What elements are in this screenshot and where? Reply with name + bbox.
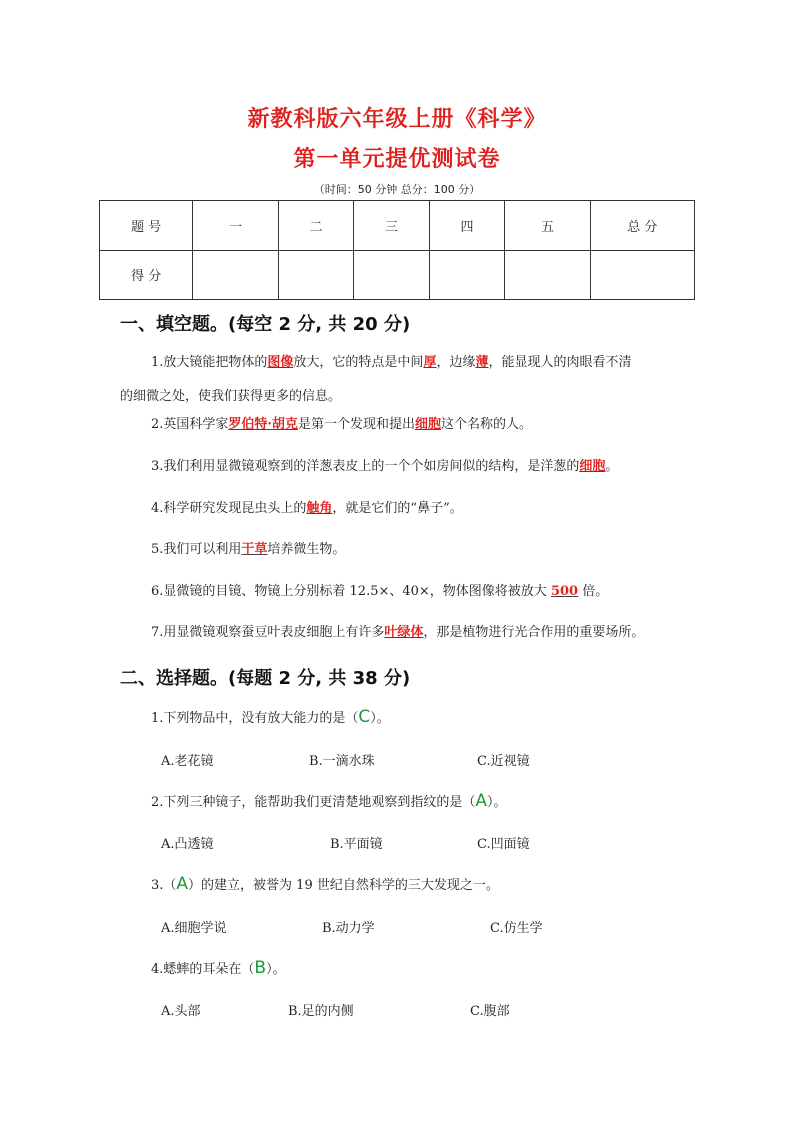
option-b: B.动力学 — [322, 921, 375, 936]
option-a: A.头部 — [161, 1004, 201, 1019]
option-c: C.仿生学 — [490, 921, 543, 936]
choice-answer: A — [475, 791, 488, 811]
q-text: ，就是它们的“鼻子”。 — [332, 501, 463, 516]
q-text: ）。 — [266, 962, 286, 977]
q-text: 这个名称的人。 — [440, 417, 532, 432]
option-c: C.近视镜 — [477, 754, 530, 769]
q-text: ）。 — [487, 795, 507, 810]
choice-question-3 — [151, 870, 499, 900]
q-text: 7.用显微镜观察蚕豆叶表皮细胞上有许多 — [151, 625, 385, 640]
option-b: B.一滴水珠 — [309, 754, 375, 769]
answer: 触角 — [306, 501, 333, 516]
answer: 500 — [550, 584, 579, 599]
score-input-cell[interactable] — [590, 250, 694, 300]
answer: 图像 — [267, 355, 294, 370]
q-text: 6.显微镜的目镜、物镜上分别标着 12.5×、40×，物体图像将被放大 — [151, 584, 551, 599]
section-1-title: 一、填空题。 — [120, 314, 228, 335]
fill-question-1-line-2: 的细微之处，使我们获得更多的信息。 — [120, 389, 342, 404]
section-1-heading — [120, 310, 410, 336]
choice-question-2 — [151, 787, 507, 817]
option-c: C.腹部 — [470, 1004, 510, 1019]
section-1-note: (每空 2 分, 共 20 分) — [228, 314, 411, 335]
option-a: A.细胞学说 — [161, 921, 227, 936]
q-text: ）的建立，被誉为 19 世纪自然科学的三大发现之一。 — [188, 878, 499, 893]
exam-time-info: （时间：50 分钟 总分：100 分） — [313, 183, 481, 196]
q-text: 1.下列物品中，没有放大能力的是（ — [151, 711, 359, 726]
score-input-cell[interactable] — [354, 250, 430, 300]
choice-answer: C — [358, 707, 371, 727]
option-c: C.凹面镜 — [477, 837, 530, 852]
q-text: 放大，它的特点是中间 — [293, 355, 424, 370]
q-text: 4.科学研究发现昆虫头上的 — [151, 501, 307, 516]
q-text: 。 — [605, 459, 619, 474]
score-table — [99, 200, 695, 300]
score-label-cell: 得 分 — [100, 250, 193, 300]
fill-question-4 — [151, 494, 463, 523]
fill-question-1 — [151, 348, 632, 377]
q-text: ）。 — [370, 711, 390, 726]
section-2-heading — [120, 664, 410, 690]
header-cell: 三 — [354, 201, 430, 251]
answer: 叶绿体 — [384, 625, 424, 640]
q-text: 1.放大镜能把物体的 — [151, 355, 268, 370]
q-text: ，边缘 — [436, 355, 476, 370]
choice-question-4 — [151, 954, 286, 984]
q-text: 倍。 — [578, 584, 609, 599]
option-b: B.足的内侧 — [288, 1004, 354, 1019]
fill-question-5 — [151, 535, 345, 564]
score-input-cell[interactable] — [505, 250, 590, 300]
section-2-title: 二、选择题。 — [120, 668, 228, 689]
q-text: 4.蟋蟀的耳朵在（ — [151, 962, 255, 977]
q-text: 2.英国科学家 — [151, 417, 229, 432]
fill-question-3 — [151, 452, 618, 481]
answer: 干草 — [241, 542, 268, 557]
header-cell: 总 分 — [590, 201, 694, 251]
section-2-note: (每题 2 分, 共 38 分) — [228, 668, 411, 689]
q-text: 5.我们可以利用 — [151, 542, 242, 557]
header-cell: 题 号 — [100, 201, 193, 251]
score-table-header-row — [100, 201, 695, 251]
answer: 薄 — [475, 355, 489, 370]
q-text: 3.我们利用显微镜观察到的洋葱表皮上的一个个如房间似的结构，是洋葱的 — [151, 459, 580, 474]
score-input-cell[interactable] — [429, 250, 505, 300]
q-text: 3.（ — [151, 878, 177, 893]
header-cell: 四 — [429, 201, 505, 251]
fill-question-2 — [151, 410, 532, 439]
score-table-score-row — [100, 250, 695, 300]
title-line-1: 新教科版六年级上册《科学》 — [247, 107, 547, 132]
q-text: 培养微生物。 — [267, 542, 346, 557]
choice-question-1 — [151, 703, 390, 733]
q-text: 2.下列三种镜子，能帮助我们更清楚地观察到指纹的是（ — [151, 795, 476, 810]
header-cell: 二 — [278, 201, 354, 251]
option-a: A.老花镜 — [161, 754, 214, 769]
choice-answer: A — [176, 874, 189, 894]
header-cell: 五 — [505, 201, 590, 251]
choice-answer: B — [254, 958, 267, 978]
answer: 厚 — [423, 355, 437, 370]
score-input-cell[interactable] — [193, 250, 278, 300]
q-text: 是第一个发现和提出 — [297, 417, 415, 432]
q-text: ，那是植物进行光合作用的重要场所。 — [423, 625, 645, 640]
title-line-2: 第一单元提优测试卷 — [293, 147, 501, 172]
fill-question-7 — [151, 618, 644, 647]
answer: 细胞 — [414, 417, 441, 432]
fill-question-6 — [151, 577, 608, 606]
answer: 细胞 — [579, 459, 606, 474]
q-text: ，能显现人的肉眼看不清 — [488, 355, 632, 370]
option-a: A.凸透镜 — [161, 837, 214, 852]
answer: 罗伯特·胡克 — [228, 417, 298, 432]
header-cell: 一 — [193, 201, 278, 251]
option-b: B.平面镜 — [330, 837, 383, 852]
score-input-cell[interactable] — [278, 250, 354, 300]
